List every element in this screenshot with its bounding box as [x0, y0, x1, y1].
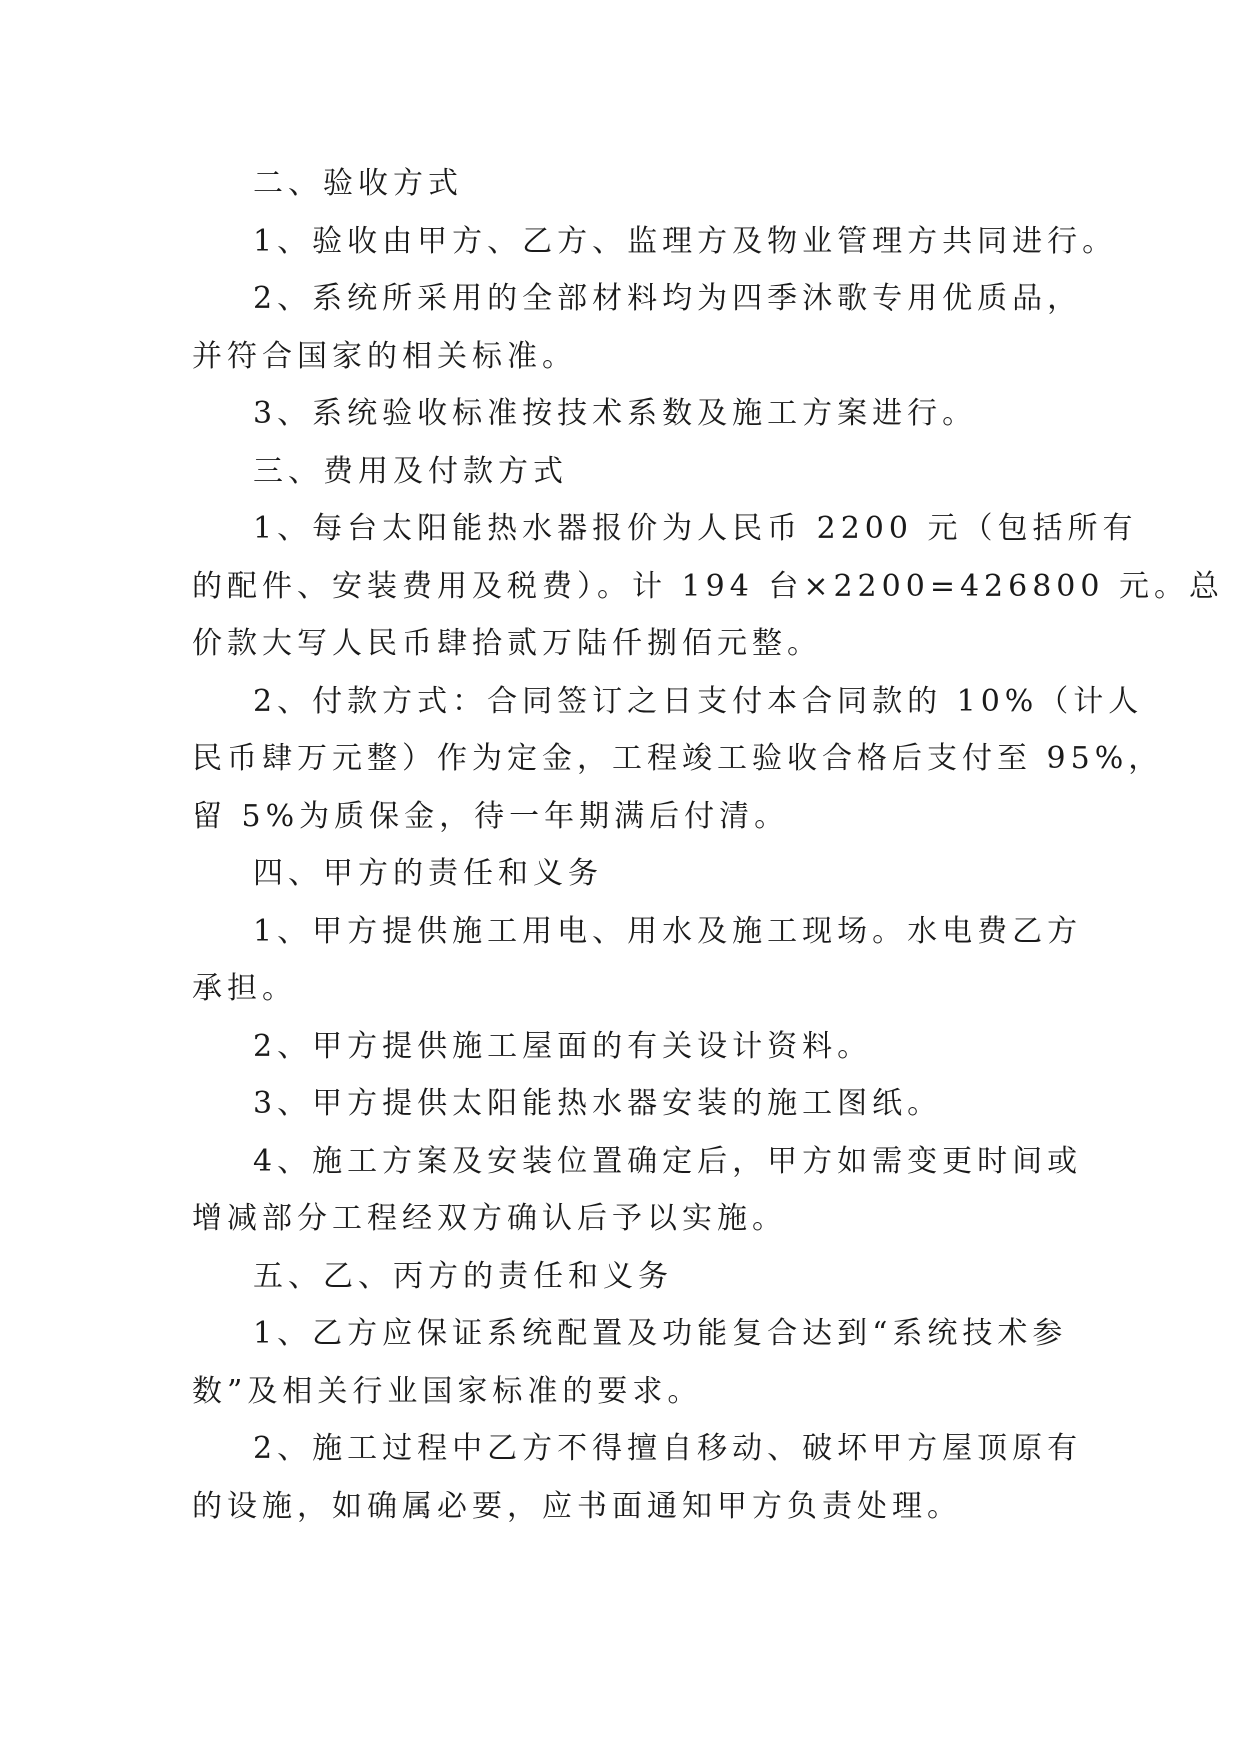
paragraph-line: 4、施工方案及安装位置确定后，甲方如需变更时间或 [253, 1143, 1083, 1179]
paragraph-line: 2、系统所采用的全部材料均为四季沐歌专用优质品， [253, 281, 1083, 316]
paragraph-line: 的设施，如确属必要，应书面通知甲方负责处理。 [192, 1488, 962, 1524]
paragraph-line: 1、甲方提供施工用电、用水及施工现场。水电费乙方 [253, 913, 1083, 949]
paragraph-line: 并符合国家的相关标准。 [192, 338, 577, 374]
section-heading-acceptance: 二、验收方式 [253, 166, 463, 201]
paragraph-line: 价款大写人民币肆拾贰万陆仟捌佰元整。 [192, 626, 822, 661]
paragraph-line: 的配件、安装费用及税费）。计 194 台×2200=426800 元。总 [192, 568, 1225, 604]
paragraph-line: 1、乙方应保证系统配置及功能复合达到“系统技术参 [253, 1316, 1068, 1351]
paragraph-line: 3、系统验收标准按技术系数及施工方案进行。 [253, 396, 978, 431]
paragraph-line: 2、甲方提供施工屋面的有关设计资料。 [253, 1028, 873, 1064]
paragraph-line: 1、每台太阳能热水器报价为人民币 2200 元（包括所有 [253, 511, 1138, 546]
section-heading-party-a: 四、甲方的责任和义务 [253, 856, 603, 891]
paragraph-line: 承担。 [192, 971, 297, 1006]
section-heading-payment: 三、费用及付款方式 [253, 453, 568, 489]
paragraph-line: 数”及相关行业国家标准的要求。 [192, 1373, 703, 1409]
paragraph-line: 1、验收由甲方、乙方、监理方及物业管理方共同进行。 [253, 223, 1118, 259]
paragraph-line: 留 5%为质保金，待一年期满后付清。 [192, 798, 790, 834]
paragraph-line: 民币肆万元整）作为定金，工程竣工验收合格后支付至 95%， [192, 741, 1164, 776]
section-heading-party-b-c: 五、乙、丙方的责任和义务 [253, 1258, 673, 1294]
paragraph-line: 增减部分工程经双方确认后予以实施。 [192, 1201, 787, 1236]
paragraph-line: 2、付款方式：合同签订之日支付本合同款的 10%（计人 [253, 683, 1144, 719]
paragraph-line: 2、施工过程中乙方不得擅自移动、破坏甲方屋顶原有 [253, 1431, 1083, 1466]
document-body [192, 155, 1225, 1535]
paragraph-line: 3、甲方提供太阳能热水器安装的施工图纸。 [253, 1086, 943, 1121]
